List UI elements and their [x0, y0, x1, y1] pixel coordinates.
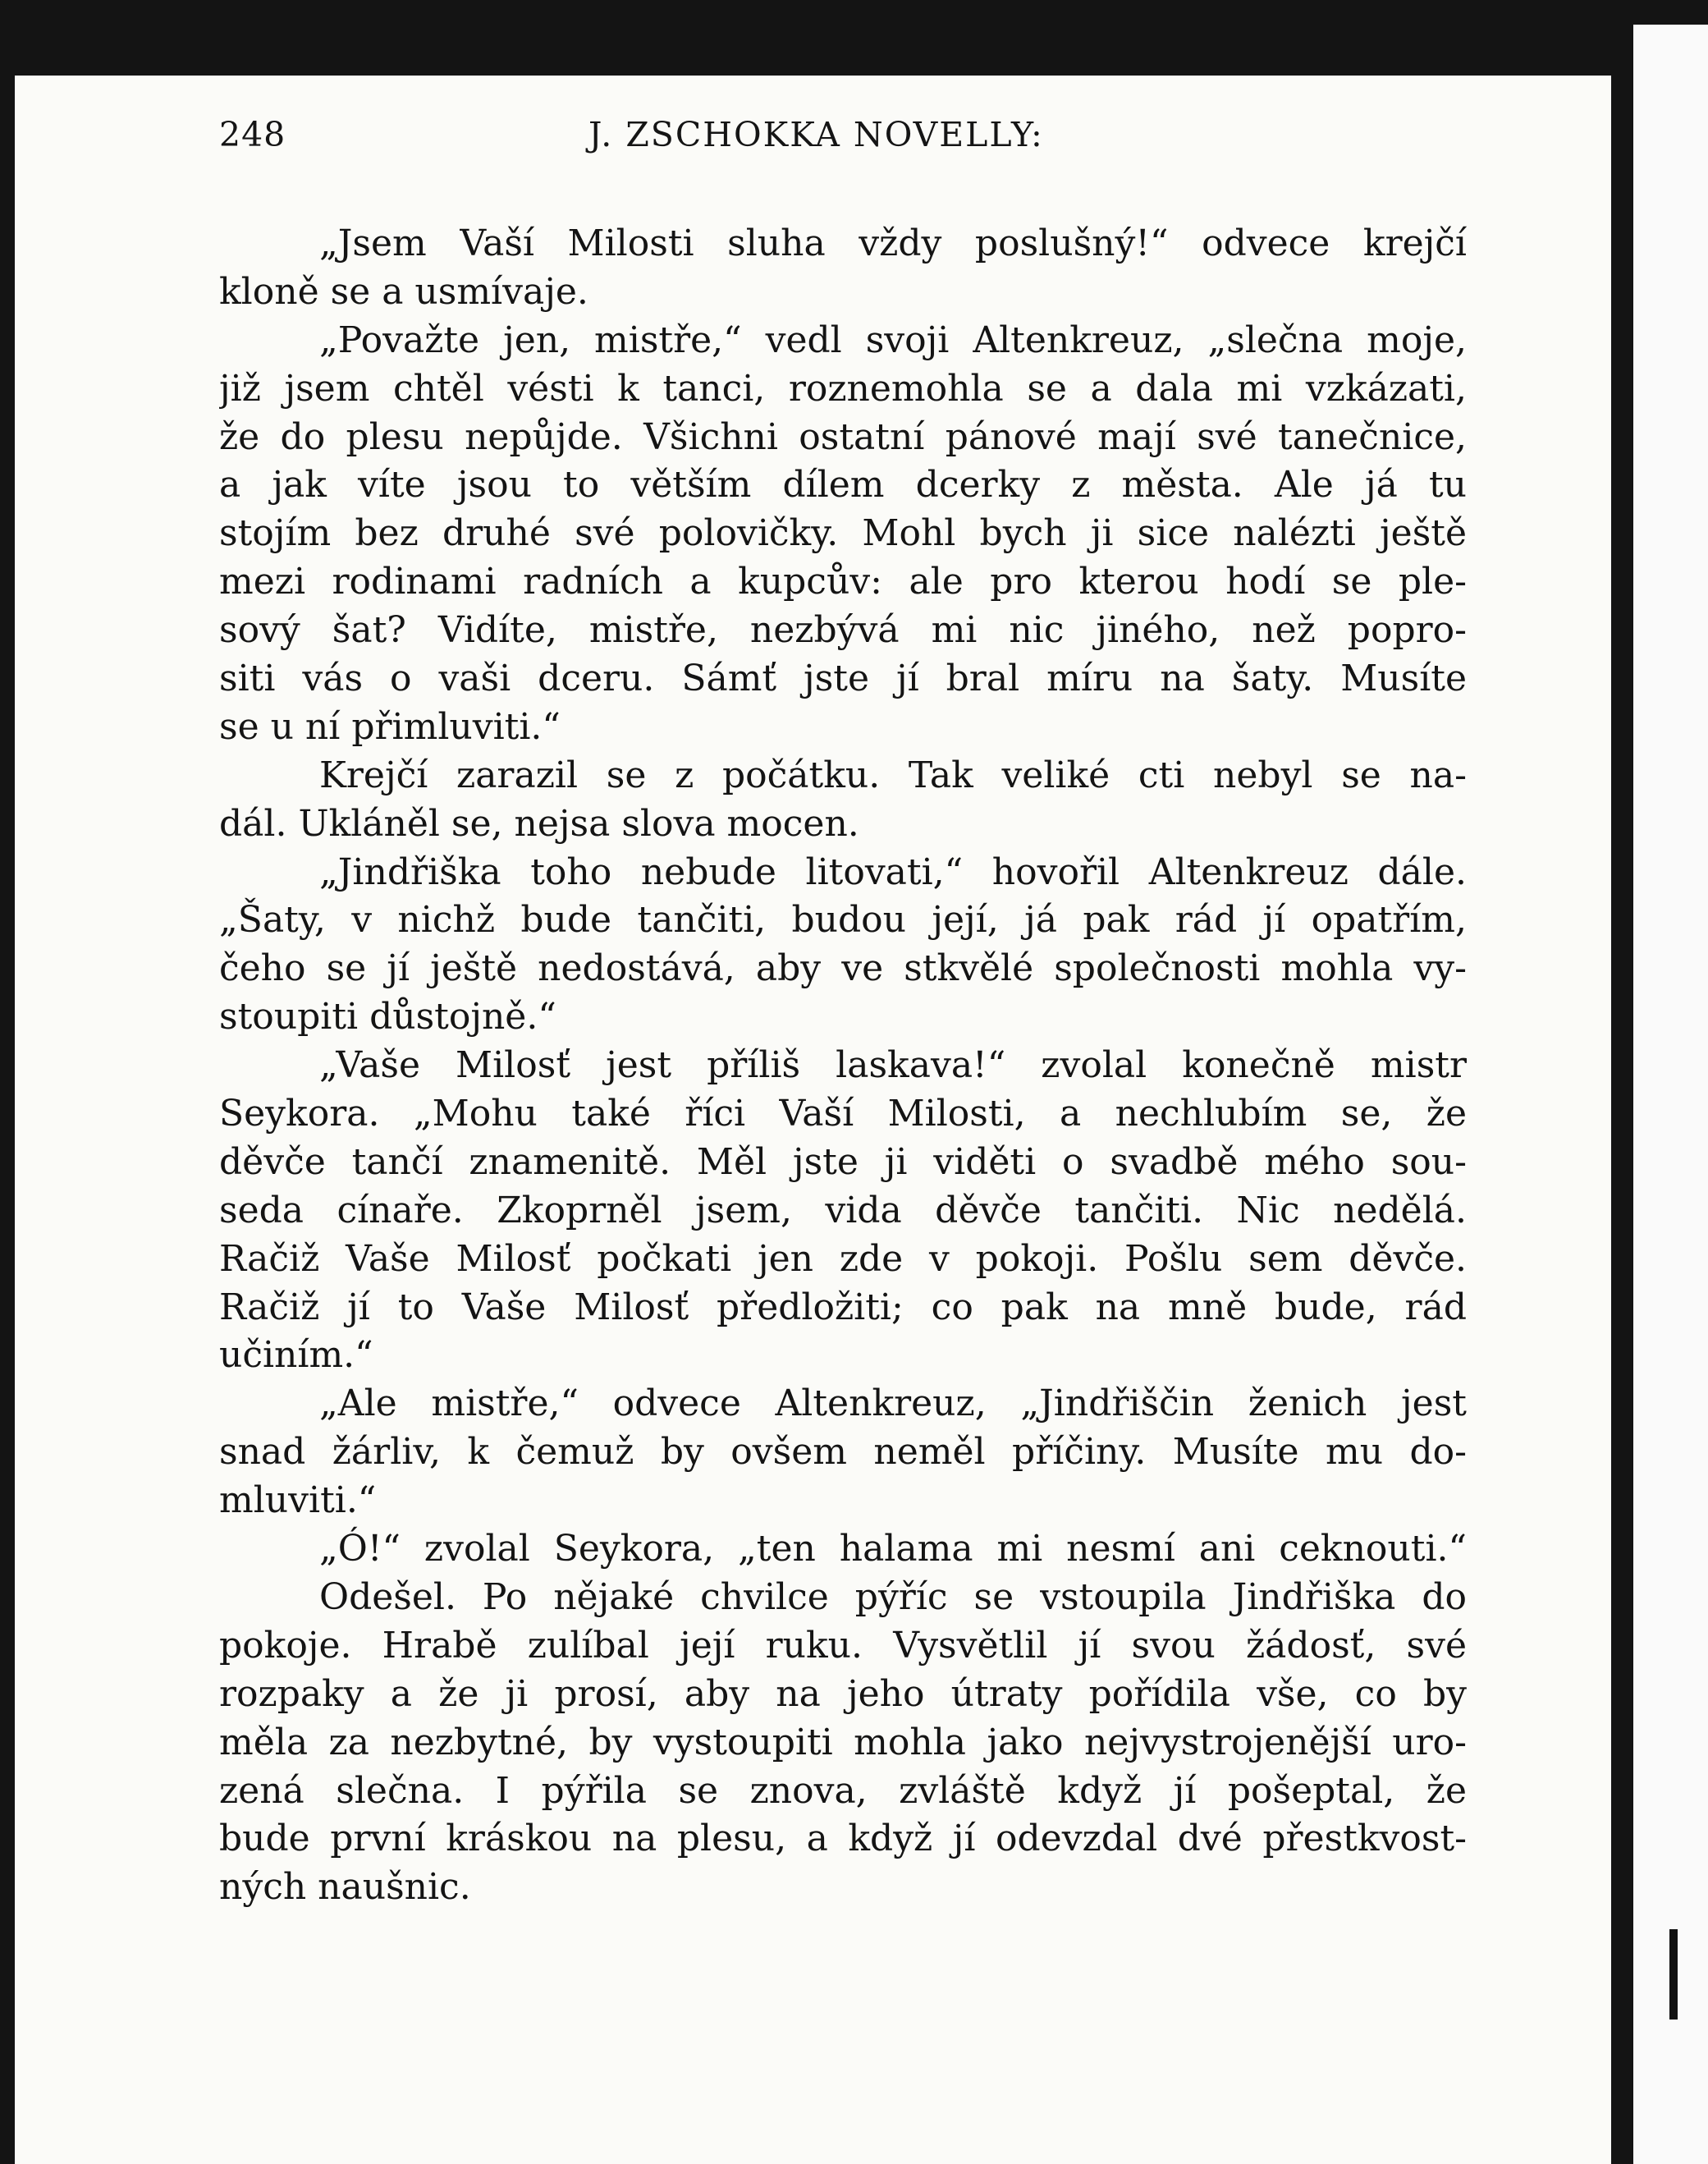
text-line: učiním.“ — [219, 1334, 373, 1377]
text-line: že do plesu nepůjde. Všichni ostatní pánové mají své tanečnice, — [219, 415, 1467, 458]
body-text — [219, 220, 1467, 1912]
text-line: mluviti.“ — [219, 1479, 377, 1522]
text-line: rozpaky a že ji prosí, aby na jeho útraty pořídila vše, co by — [219, 1672, 1467, 1715]
text-line: seda cínaře. Zkoprněl jsem, vida děvče tančiti. Nic nedělá. — [219, 1189, 1467, 1231]
text-line: děvče tančí znamenitě. Měl jste ji viděti o svadbě mého sou- — [219, 1140, 1467, 1183]
text-line: bude první kráskou na plesu, a když jí odevzdal dvé přestkvost- — [219, 1818, 1467, 1860]
text-line: a jak víte jsou to větším dílem dcerky z města. Ale já tu — [219, 464, 1467, 507]
text-line: již jsem chtěl vésti k tanci, roznemohla se a dala mi vzkázati, — [219, 367, 1467, 410]
text-line: „Šaty, v nichž bude tančiti, budou její, já pak rád jí opatřím, — [219, 899, 1467, 942]
text-line: „Jsem Vaší Milosti sluha vždy poslušný!“ odvece krejčí — [319, 222, 1467, 264]
text-line: pokoje. Hrabě zulíbal její ruku. Vysvětlil jí svou žádosť, své — [219, 1624, 1467, 1667]
page-header — [219, 115, 1467, 172]
text-line: Krejčí zarazil se z počátku. Tak veliké cti nebyl se na- — [319, 754, 1467, 796]
text-line: stojím bez druhé své polovičky. Mohl bych ji sice nalézti ještě — [219, 512, 1467, 555]
text-line: Račiž Vaše Milosť počkati jen zde v pokoji. Pošlu sem děvče. — [219, 1237, 1467, 1280]
text-line: sový šat? Vidíte, mistře, nezbývá mi nic jiného, než popro- — [219, 609, 1467, 652]
text-line: „Považte jen, mistře,“ vedl svoji Altenkreuz, „slečna moje, — [319, 319, 1467, 361]
text-line: „Jindřiška toho nebude litovati,“ hovořil Altenkreuz dále. — [319, 850, 1467, 893]
text-line: stoupiti důstojně.“ — [219, 996, 556, 1038]
text-line: mezi rodinami radních a kupcův: ale pro kterou hodí se ple- — [219, 561, 1467, 603]
page-number: 248 — [219, 115, 286, 154]
running-head: J. ZSCHOKKA NOVELLY: — [588, 115, 1044, 154]
text-line: „Vaše Milosť jest příliš laskava!“ zvolal konečně mistr — [319, 1044, 1467, 1087]
text-line: se u ní přimluviti.“ — [219, 705, 561, 748]
text-line: zená slečna. I pýřila se znova, zvláště když jí pošeptal, že — [219, 1769, 1467, 1812]
text-line: „Ó!“ zvolal Seykora, „ten halama mi nesmí ani ceknouti.“ — [319, 1528, 1467, 1570]
text-line: Račiž jí to Vaše Milosť předložiti; co pak na mně bude, rád — [219, 1286, 1467, 1328]
text-line: ných naušnic. — [219, 1866, 471, 1909]
adjacent-page-edge — [1633, 25, 1708, 2164]
text-line: siti vás o vaši dceru. Sámť jste jí bral míru na šaty. Musíte — [219, 658, 1467, 700]
text-line: čeho se jí ještě nedostává, aby ve stkvělé společnosti mohla vy- — [219, 947, 1467, 990]
text-line: „Ale mistře,“ odvece Altenkreuz, „Jindřiščin ženich jest — [319, 1382, 1467, 1425]
text-line: Odešel. Po nějaké chvilce pýříc se vstoupila Jindřiška do — [319, 1575, 1467, 1618]
scan-edge-mark — [1669, 1929, 1678, 2020]
text-line: dál. Ukláněl se, nejsa slova mocen. — [219, 802, 859, 845]
text-line: snad žárliv, k čemuž by ovšem neměl příčiny. Musíte mu do- — [219, 1431, 1467, 1474]
text-line: Seykora. „Mohu také říci Vaší Milosti, a nechlubím se, že — [219, 1093, 1467, 1135]
text-line: kloně se a usmívaje. — [219, 270, 588, 313]
text-line: měla za nezbytné, by vystoupiti mohla jako nejvystrojenější uro- — [219, 1721, 1467, 1763]
